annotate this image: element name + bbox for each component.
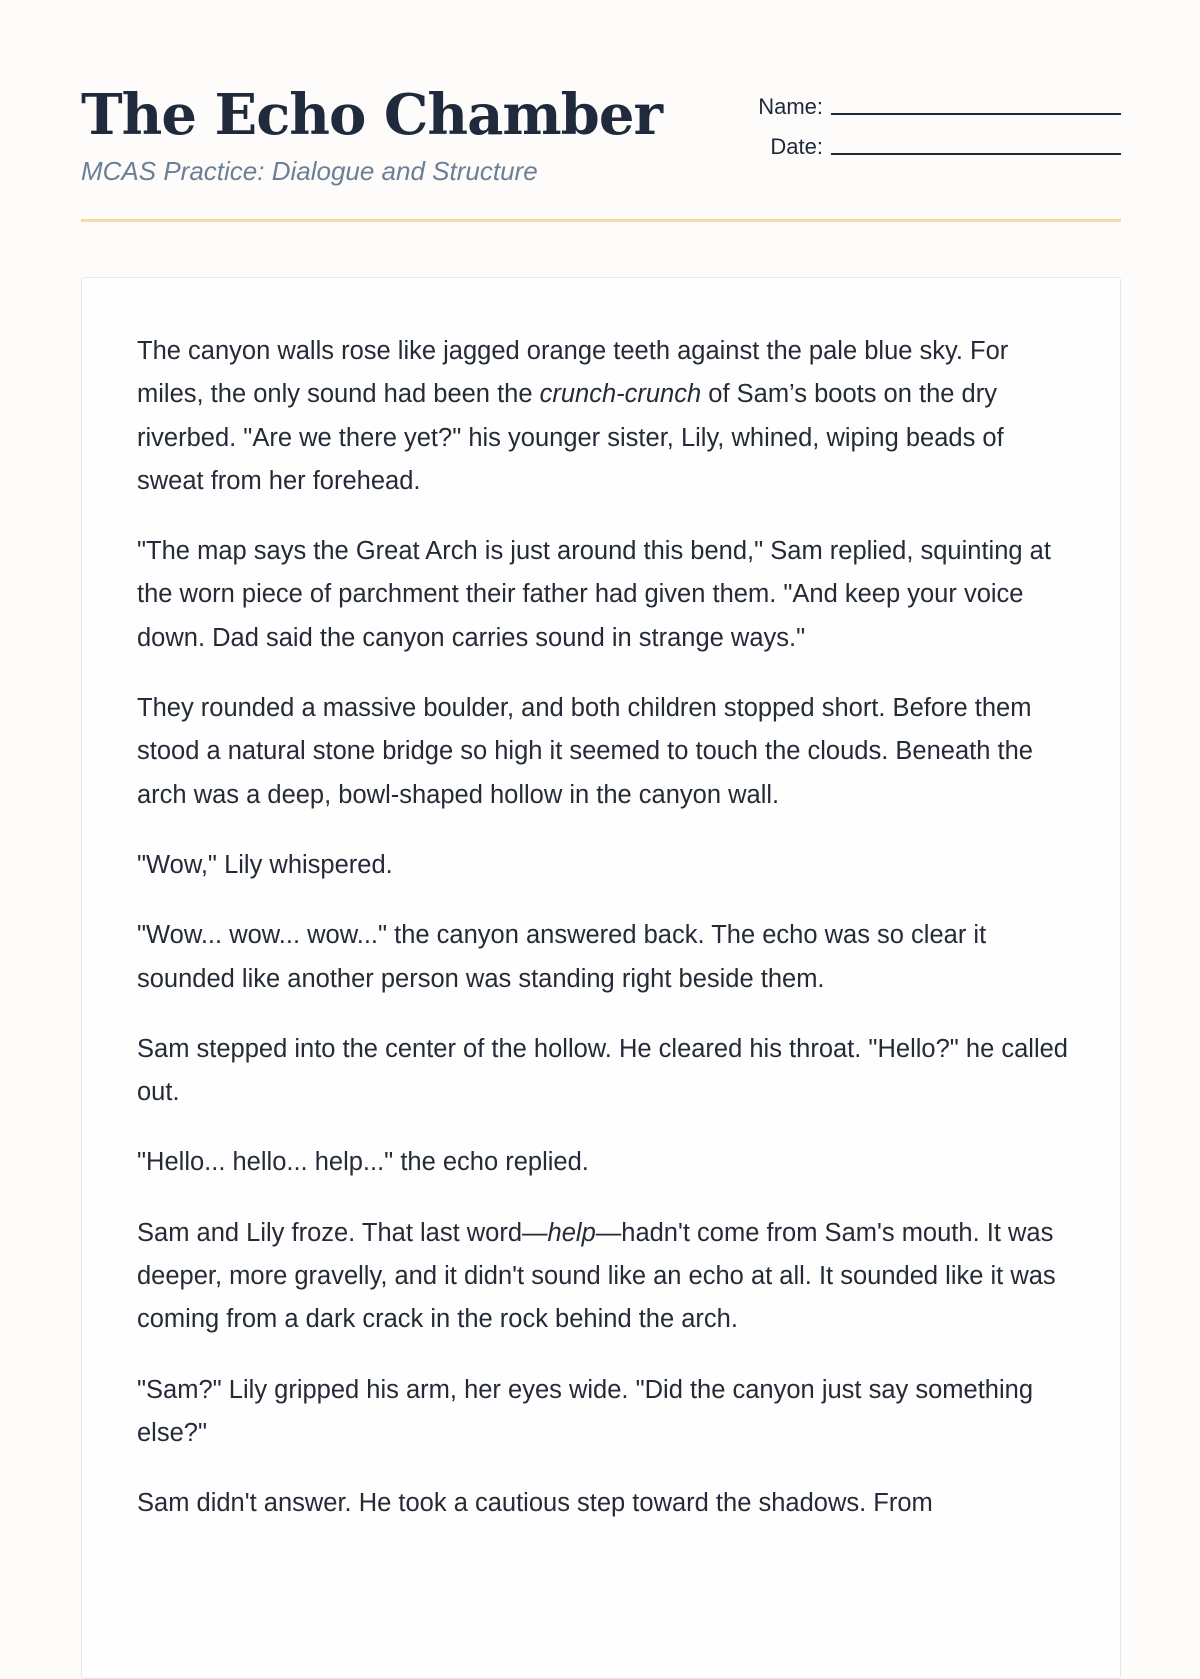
passage-paragraph-5: "Wow... wow... wow..." the canyon answered back. The echo was so clear it sounded like another person was standing right beside them. bbox=[137, 921, 987, 993]
date-write-line[interactable] bbox=[831, 153, 1121, 155]
name-write-line[interactable] bbox=[831, 113, 1121, 115]
worksheet-header bbox=[81, 78, 1121, 223]
passage-paragraph-1 bbox=[137, 330, 1077, 503]
worksheet-page bbox=[81, 0, 1121, 1600]
date-label: Date: bbox=[770, 134, 823, 159]
passage-paragraph-7: "Hello... hello... help..." the echo replied. bbox=[137, 1148, 589, 1177]
passage-paragraph-10: Sam didn't answer. He took a cautious step toward the shadows. From bbox=[137, 1489, 933, 1518]
passage-paragraph-3: They rounded a massive boulder, and both children stopped short. Before them stood a natural stone bridge so high it seemed to touch the clouds. Beneath the arch was a deep, bowl-shaped hollow in the canyon wall. bbox=[137, 694, 1033, 809]
worksheet-subtitle: MCAS Practice: Dialogue and Structure bbox=[81, 156, 538, 186]
passage-paragraph-9: "Sam?" Lily gripped his arm, her eyes wide. "Did the canyon just say something else?" bbox=[137, 1375, 1033, 1447]
paragraph-8-italic: help bbox=[547, 1218, 596, 1247]
student-info-fields bbox=[741, 81, 1121, 161]
paragraph-8-text-b: —hadn't come from Sam's mouth. It was deeper, more gravelly, and it didn't sound like an echo at all. It sounded like it was coming from a dark crack in the rock behind the arch. bbox=[137, 1218, 1056, 1334]
passage-paragraph-8 bbox=[137, 1212, 1077, 1342]
passage-box bbox=[81, 277, 1121, 1679]
name-label: Name: bbox=[758, 94, 823, 119]
paragraph-1-text-b: of Sam’s boots on the dry riverbed. "Are we there yet?" his younger sister, Lily, whined, wiping beads of sweat from her forehead. bbox=[137, 380, 1004, 495]
passage-paragraph-6: Sam stepped into the center of the hollow. He cleared his throat. "Hello?" he called out. bbox=[137, 1034, 1068, 1107]
date-field-row bbox=[741, 121, 1121, 161]
paragraph-1-italic: crunch-crunch bbox=[539, 380, 702, 409]
name-field-row bbox=[741, 81, 1121, 121]
story-title: The Echo Chamber bbox=[81, 82, 662, 148]
passage-paragraph-4: "Wow," Lily whispered. bbox=[137, 850, 393, 879]
header-divider bbox=[81, 219, 1121, 222]
paragraph-8-text-a: Sam and Lily froze. That last word— bbox=[137, 1218, 548, 1247]
reading-passage bbox=[137, 330, 1077, 1553]
paragraph-1-text-a: The canyon walls rose like jagged orange teeth against the pale blue sky. For miles, the only sound had been the bbox=[137, 337, 1009, 409]
passage-paragraph-2: "The map says the Great Arch is just around this bend," Sam replied, squinting at the worn piece of parchment their father had given them. "And keep your voice down. Dad said the canyon carries sound in strange ways." bbox=[137, 537, 1051, 652]
